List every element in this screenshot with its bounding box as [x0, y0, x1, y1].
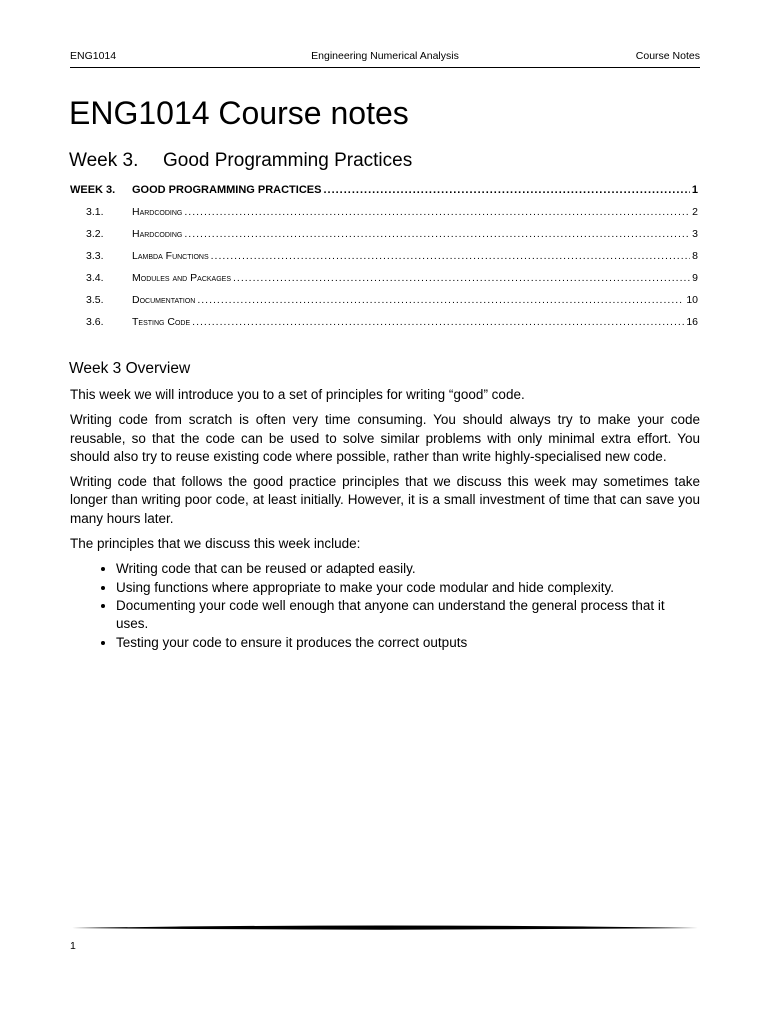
overview-heading: Week 3 Overview	[69, 360, 191, 377]
toc-leader	[192, 316, 684, 328]
page-title: ENG1014 Course notes	[69, 95, 409, 131]
table-of-contents	[70, 182, 698, 328]
toc-title: Lambda Functions	[132, 250, 209, 262]
toc-page: 2	[692, 206, 698, 218]
toc-title: Testing Code	[132, 316, 191, 328]
list-item: • Using functions where appropriate to make your code modular and hide complexity.	[116, 579, 700, 597]
toc-leader	[197, 294, 684, 306]
toc-title: Modules and Packages	[132, 272, 231, 284]
toc-page: 10	[686, 294, 698, 306]
toc-title: GOOD PROGRAMMING PRACTICES	[132, 184, 322, 196]
toc-number: 3.3.	[86, 250, 104, 262]
paragraph: Writing code that follows the good practice principles that we discuss this week may sometimes take longer than writing poor code, at least initially. However, it is a small investment of time that can save you many hours later.	[70, 474, 700, 526]
principles-list	[70, 560, 700, 651]
week-heading	[69, 150, 412, 172]
week-heading-text: Good Programming Practices	[163, 150, 413, 171]
toc-entry-main[interactable]	[70, 182, 698, 196]
toc-number: WEEK 3.	[70, 184, 116, 196]
toc-entry[interactable]	[70, 240, 698, 262]
header-course-name: Engineering Numerical Analysis	[311, 50, 459, 62]
toc-leader	[184, 206, 690, 218]
toc-page: 9	[692, 272, 698, 284]
page-number: 1	[70, 940, 76, 952]
toc-number: 3.6.	[86, 316, 104, 328]
toc-leader	[233, 272, 690, 284]
toc-page: 1	[691, 184, 698, 196]
paragraph: This week we will introduce you to a set of principles for writing “good” code.	[70, 387, 525, 402]
toc-entry[interactable]	[70, 306, 698, 328]
toc-leader	[184, 228, 690, 240]
page-header	[70, 50, 700, 68]
overview-body	[70, 386, 700, 652]
paragraph: Writing code from scratch is often very time consuming. You should always try to make your code reusable, so that the code can be used to solve similar problems with only minimal extra effort. You should also try to reuse existing code where possible, rather than write highly-specialised new code.	[70, 412, 700, 464]
toc-number: 3.4.	[86, 272, 104, 284]
header-doc-type: Course Notes	[635, 50, 700, 62]
toc-entry[interactable]	[70, 284, 698, 306]
list-item: • Writing code that can be reused or adapted easily.	[116, 560, 700, 578]
paragraph: The principles that we discuss this week include:	[70, 536, 361, 552]
list-item: • Documenting your code well enough that anyone can understand the general process that it uses.	[116, 597, 700, 634]
week-heading-number: Week 3.	[69, 150, 139, 171]
toc-number: 3.1.	[86, 206, 104, 218]
toc-entry[interactable]	[70, 218, 698, 240]
toc-page: 3	[692, 228, 698, 240]
list-item: • Testing your code to ensure it produces the correct outputs	[116, 634, 700, 652]
toc-title: Hardcoding	[132, 206, 183, 218]
header-course-code: ENG1014	[70, 50, 117, 62]
toc-leader	[323, 184, 689, 196]
toc-number: 3.5.	[86, 294, 104, 306]
toc-title: Hardcoding	[132, 228, 183, 240]
toc-leader	[211, 250, 691, 262]
toc-entry[interactable]	[70, 196, 698, 218]
toc-number: 3.2.	[86, 228, 104, 240]
toc-page: 8	[692, 250, 698, 262]
toc-page: 16	[686, 316, 698, 328]
footer-divider	[72, 922, 698, 934]
toc-title: Documentation	[132, 294, 196, 306]
toc-entry[interactable]	[70, 262, 698, 284]
